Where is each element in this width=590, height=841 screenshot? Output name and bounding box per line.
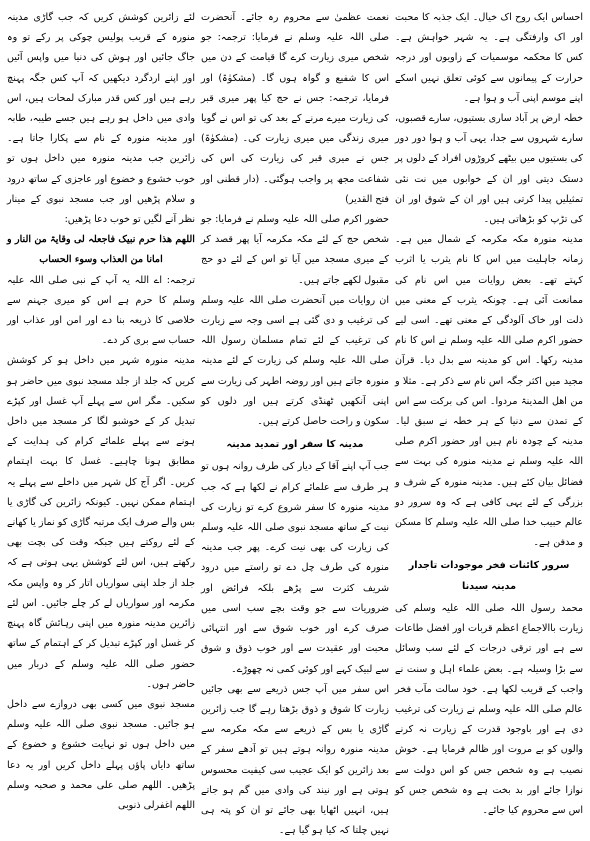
paragraph: حضور اکرم صلی اللہ علیہ وسلم نے فرمایا: جو شخص حج کے لئے مکہ مکرمہ آیا پھر قصد کر کے میری مسجد میں آیا تو اس کے لئے دو حج مقبول لکھے جاتے ہیں۔ [201,214,389,286]
paragraph: اس سفر میں آپ جس ذریعے سے بھی جائیں زیارت کا شوق و ذوق بڑھتا رہے گا جب زائرین گاڑی یا بس کے ذریعے سے مکہ مکرمہ سے مدینہ منورہ روانہ ہوتے ہیں تو آدھے سفر کے بعد زائرین کو ایک عجیب سی کیفیت محسوس ہوتی ہے اور نیند کی وادی میں گم ہو جاتے ہیں، انہیں اٹھایا بھی جائے تو ان کو پتہ ہی نہیں چلتا کہ کیا ہو گیا ہے۔ [201,683,389,837]
paragraph: ان روایات میں آنحضرت صلی اللہ علیہ وسلم کی ترغیب و دی گئی ہے اسی وجہ سے زیارت کی ترغیب کے لئے تمام مسلمان رسول اللہ صلی اللہ علیہ وسلم کی زیارت کے لئے مدینہ منورہ جاتے ہیں اور روضہ اطہر کی زیارت سے اپنی آنکھیں ٹھنڈی کرتے ہیں اور دلوں کو سکون و راحت حاصل کرتے ہیں۔ [201,294,389,428]
section-heading: سرور کائنات فخر موجودات تاجدار مدینہ سیدنا [408,560,570,592]
section-heading: مدینہ کا سفر اور تمدید مدینہ [226,439,364,451]
paragraph: جب آپ اپنے آقا کے دیار کی طرف روانہ ہوں تو ہر طرف سے علمائے کرام نے لکھا ہے کہ جب مدینہ منورہ کا سفر شروع کرے تو زیارت کی نیت کے ساتھ مسجد نبوی صلی اللہ علیہ وسلم کی زیارت کی بھی نیت کرے۔ پھر جب مدینہ منورہ کی طرف چل دے تو راستے میں درود شریف کثرت سے پڑھے بلکہ فرائض اور ضروریات سے جو وقت بچے سب اسی میں صرف کرے اور خوب شوق سے اور انتہائی محبت اور عقیدت سے اور خوب ذوق و شوق سے لبیک کہے اور کوئی کمی نہ چھوڑے۔ [201,461,389,675]
paragraph: نعمت عظمیٰ سے محروم رہ جائے۔ آنحضرت صلی اللہ علیہ وسلم نے فرمایا: ترجمہ: جو شخص میری زیارت کرے گا قیامت کے دن میں اس کا شفیع و گواہ ہوں گا۔ (مشکوٰۃ) اور فرمایا، ترجمہ: جس نے حج کیا پھر میری قبر کی زیارت میرے مرنے کے بعد کی تو اس نے گویا میری زندگی میں میری زیارت کی۔ (مشکوٰۃ) جس نے میری قبر کی زیارت کی اس کی شفاعت مجھ پر واجب ہوگئی۔ (دار قطنی اور فتح القدیر) [201,12,389,205]
column-middle [201,8,389,837]
column-right [395,8,583,816]
paragraph: مدینہ منورہ مکہ مکرمہ کے شمال میں ہے۔ زمانہ جاہلیت میں اس کا نام یثرب یا اثرب کہتے تھے۔ بعض روایات میں اس نام کی ممانعت آئی ہے۔ چونکہ یثرب کے معنی میں ذلت اور خاک آلودگی کے معنی تھے۔ اسی لیے حضور اکرم صلی اللہ علیہ وسلم نے اس کا نام مدینہ رکھا۔ اس کو مدینہ سے بدل دیا۔ قرآن مجید میں اکثر جگہ اس نام سے ذکر ہے۔ مثلا و من اھل المدینۃ مردوا۔ اس کی برکت سے اس کے تمدن سے دنیا کے ہر خطہ نے سبق لیا۔ مدینہ کے چودہ نام ہیں اور حضور اکرم صلی اللہ علیہ وسلم نے مدینہ منورہ کی بہت سے فضائل بیان کئے ہیں۔ مدینہ منورہ کے شرف و بزرگی کے لئے یہی کافی ہے کہ وہ سرور دو عالم حبیب خدا صلی اللہ علیہ وسلم کا مسکن و مدفن ہے۔ [395,234,583,549]
paragraph: مدینہ منورہ شہر میں داخل ہو کر کوشش کریں کہ جلد از جلد مسجد نبوی میں حاضر ہو سکیں۔ مگر اس سے پہلے آپ غسل اور کپڑے تبدیل کر کے خوشبو لگا کر مسجد میں داخل ہونے سے پہلے علمائے کرام کی ہدایت کے مطابق ہونا چاہیے۔ غسل کا بہت اہتمام کریں۔ اگر آج کل شہر میں داخلے سے پہلے یہ اہتمام ممکن نہیں۔ کیونکہ زائرین کی گاڑی یا بس والے صرف ایک مرتبہ گاڑی کو نماز یا کھانے کے لئے روکتے ہیں جبکہ وقت کی بچت بھی رکھتے ہیں، اس لئے کوشش یہی ہوتی ہے کہ جلد از جلد اپنی سواریاں اتار کر وہ واپس مکہ مکرمہ اور سواریاں لے کر چلے جائیں۔ اس لئے زائرین مدینہ منورہ میں اپنی رہائش گاہ پہنچ کر غسل اور کپڑے تبدیل کر کے اہتمام کے ساتھ حضور صلی اللہ علیہ وسلم کے دربار میں حاضر ہوں۔ [7,355,195,690]
paragraph: مسجد نبوی میں کسی بھی دروازے سے داخل ہو جائیں۔ مسجد نبوی صلی اللہ علیہ وسلم میں داخل ہوں تو نہایت خشوع و خضوع کے ساتھ دایاں پاؤں پہلے داخل کریں اور یہ دعا پڑھیں۔ اللھم صلی علی محمد و صحبہ وسلم اللھم اغفرلی ذنوبی [7,698,195,811]
paragraph: لئے زائرین کوشش کریں کہ جب گاڑی مدینہ منورہ کے قریب پولیس چوکی پر رکے تو وہ جاگ جائیں اور ہوش کی دنیا میں واپس آئیں اور اپنے اردگرد دیکھیں کہ آپ کس جگہ پہنچ رہے ہیں اور کس قدر مبارک لمحات ہیں، اس وادی میں داخل ہو رہے ہیں جسے طیبہ، طابہ اور مدینہ منورہ کے نام سے پکارا جاتا ہے۔ زائرین جب مدینہ منورہ میں داخل ہوں تو خوب خشوع و خضوع اور عاجزی کے ساتھ درود و سلام پڑھیں اور جب مسجد نبوی کے مینار نظر آنے لگیں تو خوب دعا پڑھیں: [7,12,195,226]
paragraph: خطہ ارض پر آباد ساری بستیوں، سارے قصبوں، سارے شہروں سے جدا، یہی آب و ہوا دور دور کی بستیوں میں بیٹھے کروڑوں افراد کے دلوں پر دستک دیتی اور ان کے خوابوں میں نت نئی تمثیلیں پیدا کرتی ہیں اور ان کے شوق اور ان کی تڑپ کو بڑھاتی ہیں۔ [395,113,583,226]
paragraph: احساس ایک روح اک خیال۔ ایک جذبہ کا محبت اور اک وارفتگی ہے۔ یہ شہر خواہش ہے۔ کس کا محکمہ موسمیات کے زاویوں اور درجہ حرارت کے پیمانوں سے کوئی تعلق نہیں اسکے اپنے موسم اپنی آب و ہوا ہے۔ [395,12,583,104]
arabic-prayer: اللھم ھذا حرم نبیک فاجعلہ لی وقایۃ من النار و امانا من العذاب وسوء الحساب [7,234,195,266]
paragraph: ترجمہ: اے اللہ یہ آپ کے نبی صلی اللہ علیہ وسلم کا حرم ہے اس کو میری جہنم سے خلاصی کا ذریعہ بنا دے اور امن اور عذاب اور حساب سے بری کر دے۔ [7,274,195,347]
paragraph: محمد رسول اللہ صلی اللہ علیہ وسلم کی زیارت باالاجماع اعظم قربات اور افضل طاعات سے ہے اور ترقی درجات کے لئے سب وسائل سے بڑا وسیلہ ہے۔ بعض علماء اہل و سنت نے واجب کے قریب لکھا ہے۔ خود سالت مآب فخر عالم صلی اللہ علیہ وسلم نے زیارت کی ترغیب دی ہے اور باوجود قدرت کے زیارت نہ کرنے والوں کو بے مروت اور ظالم فرمایا ہے۔ خوش نصیب ہے وہ شخص جس کو اس دولت سے نوازا جائے اور بد بخت ہے وہ شخص جس کو اس سے محروم کیا جائے۔ [395,602,583,816]
column-left [7,8,195,811]
